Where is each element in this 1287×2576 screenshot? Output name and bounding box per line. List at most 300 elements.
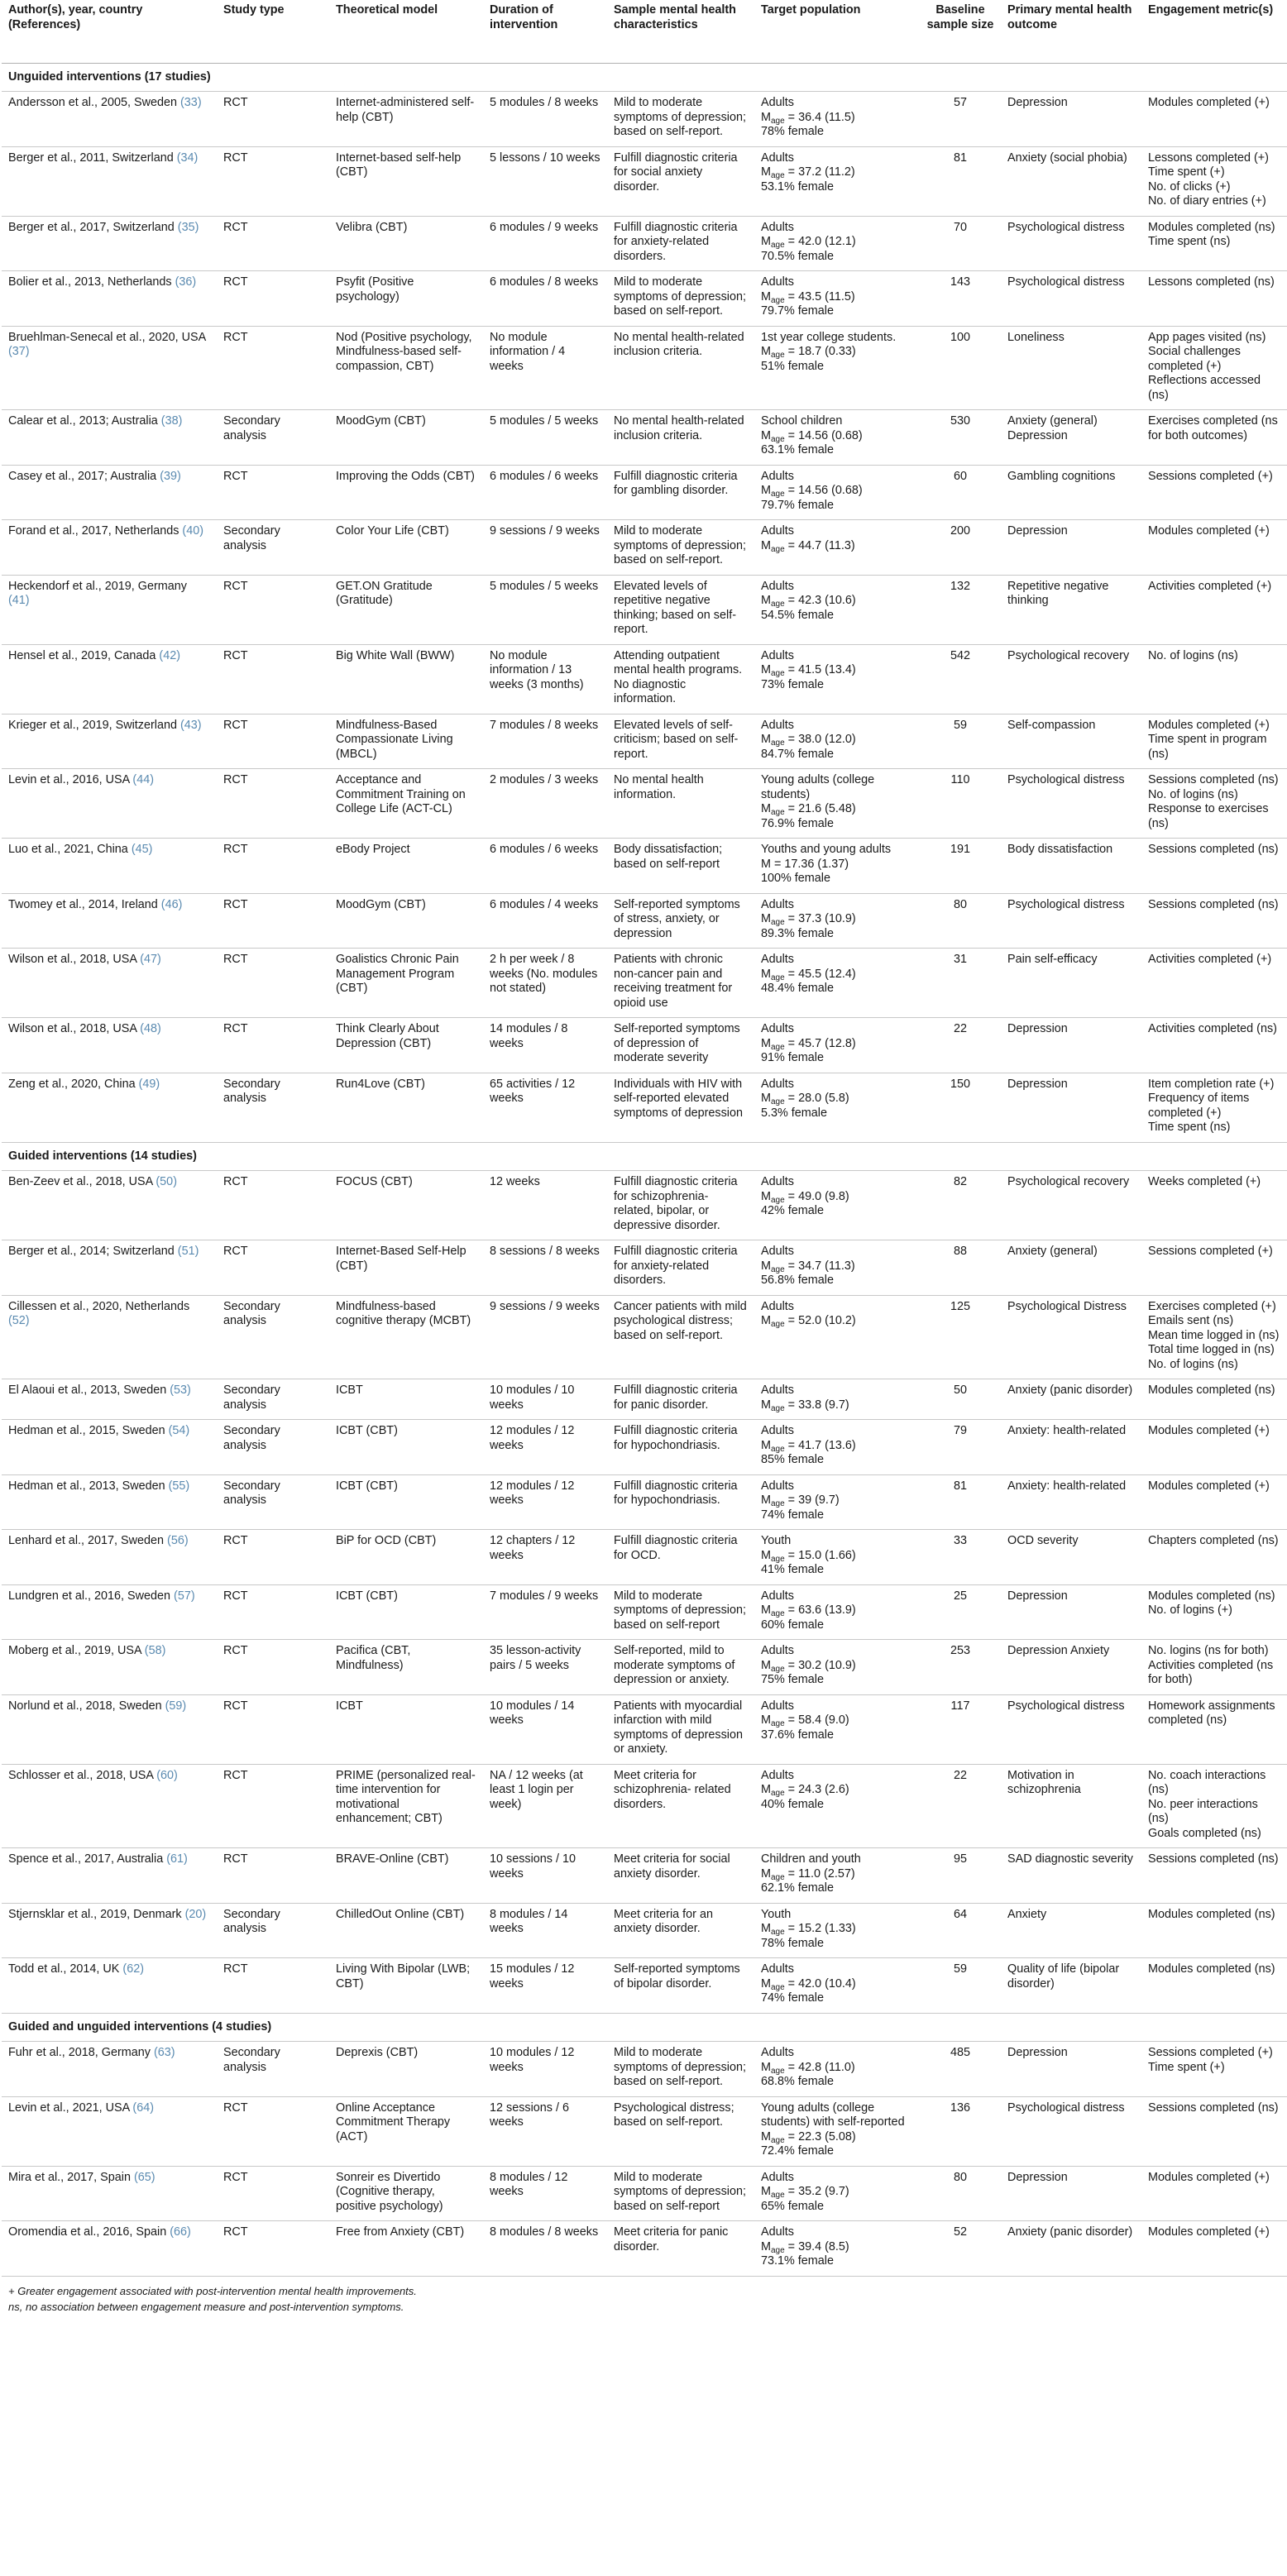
reference-link[interactable]: (55): [168, 1479, 190, 1493]
author-text: Mira et al., 2017, Spain: [8, 2170, 131, 2184]
reference-link[interactable]: (33): [180, 96, 202, 109]
cell-sample-characteristics: Meet criteria for panic disorder.: [607, 2221, 754, 2277]
cell-target-population: [754, 1530, 920, 1585]
cell-theoretical-model: GET.ON Gratitude (Gratitude): [329, 575, 483, 644]
metric-line: Modules completed (ns): [1148, 1962, 1275, 1976]
cell-baseline-sample-size: 485: [920, 2042, 1001, 2097]
cell-baseline-sample-size: 81: [920, 146, 1001, 216]
cell-theoretical-model: Psyfit (Positive psychology): [329, 271, 483, 327]
metric-line: Modules completed (ns): [1148, 1589, 1275, 1603]
cell-study-type: RCT: [217, 2221, 329, 2277]
cell-author: [2, 146, 217, 216]
cell-sample-characteristics: Self-reported symptoms of stress, anxiety, or depression: [607, 893, 754, 949]
author-text: Lenhard et al., 2017, Sweden: [8, 1534, 165, 1547]
cell-baseline-sample-size: 22: [920, 1018, 1001, 1073]
population-line: Adults: [761, 1589, 794, 1603]
metric-line: No. of logins (ns): [1148, 787, 1238, 801]
author-text: Casey et al., 2017; Australia: [8, 469, 157, 483]
cell-primary-outcome: Psychological distress: [1001, 271, 1141, 327]
cell-engagement-metric: [1141, 92, 1287, 147]
metric-line: Sessions completed (ns): [1148, 773, 1279, 786]
cell-author: [2, 2166, 217, 2221]
metric-line: Item completion rate (+): [1148, 1077, 1275, 1091]
section-row: [2, 63, 1287, 92]
metric-line: Social challenges completed (+): [1148, 345, 1241, 373]
cell-theoretical-model: Free from Anxiety (CBT): [329, 2221, 483, 2277]
reference-link[interactable]: (53): [170, 1384, 191, 1397]
cell-author: [2, 769, 217, 839]
population-line: 70.5% female: [761, 249, 834, 263]
population-line: Youth: [761, 1907, 792, 1921]
population-line: Adults: [761, 96, 794, 109]
cell-theoretical-model: Goalistics Chronic Pain Management Program (CBT): [329, 949, 483, 1018]
reference-link[interactable]: (38): [160, 414, 183, 428]
cell-author: [2, 949, 217, 1018]
cell-target-population: [754, 271, 920, 327]
population-line: 84.7% female: [761, 747, 834, 761]
cell-primary-outcome: Depression: [1001, 520, 1141, 576]
population-line: $M_{age} = 42.0$ (12.1): [761, 235, 856, 250]
cell-author: [2, 520, 217, 576]
cell-duration: 15 modules / 12 weeks: [483, 1958, 607, 2014]
cell-duration: 12 modules / 12 weeks: [483, 1474, 607, 1530]
cell-target-population: [754, 1640, 920, 1695]
reference-link[interactable]: (47): [140, 953, 161, 966]
reference-link[interactable]: (34): [176, 151, 199, 165]
author-text: Todd et al., 2014, UK: [8, 1962, 120, 1976]
cell-engagement-metric: [1141, 839, 1287, 894]
metric-line: Frequency of items completed (+): [1148, 1092, 1250, 1120]
metric-line: Time spent (ns): [1148, 1121, 1231, 1134]
cell-primary-outcome: Anxiety: health-related: [1001, 1420, 1141, 1475]
population-line: $M_{age} = 18.7$ (0.33): [761, 345, 856, 360]
table-row: [2, 520, 1287, 576]
author-text: Lundgren et al., 2016, Sweden: [8, 1589, 171, 1603]
metric-line: Activities completed (ns for both): [1148, 1658, 1274, 1686]
author-text: Ben-Zeev et al., 2018, USA: [8, 1175, 153, 1188]
metric-line: Modules completed (+): [1148, 2225, 1270, 2239]
cell-duration: 8 modules / 14 weeks: [483, 1903, 607, 1958]
author-text: Cillessen et al., 2020, Netherlands: [8, 1299, 190, 1313]
population-line: $M_{age} = 39$ (9.7): [761, 1494, 840, 1508]
cell-study-type: RCT: [217, 1848, 329, 1904]
reference-link[interactable]: (46): [160, 897, 183, 911]
metric-line: No. peer interactions (ns): [1148, 1797, 1258, 1825]
population-line: 73% female: [761, 677, 824, 691]
cell-baseline-sample-size: 33: [920, 1530, 1001, 1585]
population-line: $M_{age} = 37.3$ (10.9): [761, 912, 856, 927]
cell-target-population: [754, 949, 920, 1018]
metric-line: Goals completed (ns): [1148, 1826, 1261, 1840]
author-text: Bolier et al., 2013, Netherlands: [8, 275, 172, 289]
cell-duration: 6 modules / 6 weeks: [483, 839, 607, 894]
cell-duration: 7 modules / 8 weeks: [483, 714, 607, 769]
cell-engagement-metric: [1141, 1240, 1287, 1296]
cell-primary-outcome: Depression: [1001, 92, 1141, 147]
population-line: Adults: [761, 1175, 794, 1188]
cell-sample-characteristics: Meet criteria for an anxiety disorder.: [607, 1903, 754, 1958]
cell-author: [2, 216, 217, 271]
cell-study-type: RCT: [217, 644, 329, 714]
population-line: Adults: [761, 953, 794, 966]
author-text: Berger et al., 2017, Switzerland: [8, 220, 175, 234]
cell-sample-characteristics: Fulfill diagnostic criteria for anxiety-related disorders.: [607, 216, 754, 271]
population-line: Adults: [761, 579, 794, 593]
cell-theoretical-model: ICBT: [329, 1694, 483, 1764]
cell-sample-characteristics: Fulfill diagnostic criteria for hypochondriasis.: [607, 1474, 754, 1530]
cell-baseline-sample-size: 125: [920, 1295, 1001, 1379]
cell-author: [2, 1295, 217, 1379]
population-line: 74% female: [761, 1508, 824, 1522]
cell-target-population: [754, 769, 920, 839]
reference-link[interactable]: (45): [131, 843, 153, 856]
population-line: $M_{age} = 42.0$ (10.4): [761, 1976, 856, 1992]
author-text: Bruehlman-Senecal et al., 2020, USA: [8, 330, 206, 344]
cell-theoretical-model: ICBT: [329, 1379, 483, 1420]
author-text: Hensel et al., 2019, Canada: [8, 648, 156, 662]
cell-theoretical-model: Internet-based self-help (CBT): [329, 146, 483, 216]
cell-engagement-metric: [1141, 1295, 1287, 1379]
cell-target-population: [754, 714, 920, 769]
cell-sample-characteristics: Meet criteria for schizophrenia- related disorders.: [607, 1764, 754, 1848]
reference-link[interactable]: (39): [160, 469, 181, 483]
population-line: $M_{age} = 42.3$ (10.6): [761, 594, 856, 609]
table-row: [2, 893, 1287, 949]
metric-line: No. of clicks (+): [1148, 179, 1231, 194]
metric-line: No. of diary entries (+): [1148, 194, 1266, 208]
cell-baseline-sample-size: 117: [920, 1694, 1001, 1764]
metric-line: Modules completed (+): [1148, 96, 1270, 109]
population-line: $M_{age} = 22.3$ (5.08): [761, 2129, 856, 2145]
cell-duration: 5 modules / 8 weeks: [483, 92, 607, 147]
reference-link[interactable]: (20): [184, 1907, 207, 1921]
cell-target-population: [754, 1240, 920, 1296]
cell-engagement-metric: [1141, 1379, 1287, 1420]
cell-author: [2, 1530, 217, 1585]
reference-link[interactable]: (41): [8, 594, 30, 607]
cell-duration: 2 h per week / 8 weeks (No. modules not stated): [483, 949, 607, 1018]
population-line: Youths and young adults: [761, 843, 892, 856]
population-line: Adults: [761, 469, 794, 483]
cell-theoretical-model: PRIME (personalized real-time intervention for motivational enhancement; CBT): [329, 1764, 483, 1848]
cell-baseline-sample-size: 31: [920, 949, 1001, 1018]
cell-engagement-metric: [1141, 1584, 1287, 1640]
cell-baseline-sample-size: 79: [920, 1420, 1001, 1475]
reference-link[interactable]: (37): [8, 345, 30, 358]
cell-target-population: [754, 1474, 920, 1530]
cell-primary-outcome: Psychological distress: [1001, 893, 1141, 949]
metric-line: Sessions completed (ns): [1148, 1852, 1279, 1866]
table-row: [2, 1420, 1287, 1475]
reference-link[interactable]: (54): [168, 1424, 190, 1437]
cell-study-type: Secondary analysis: [217, 1295, 329, 1379]
population-line: $M_{age} = 63.6$ (13.9): [761, 1603, 856, 1618]
population-line: $M_{age} = 41.5$ (13.4): [761, 663, 856, 678]
cell-duration: 12 sessions / 6 weeks: [483, 2096, 607, 2166]
metric-line: No. of logins (+): [1148, 1603, 1232, 1617]
cell-baseline-sample-size: 100: [920, 326, 1001, 410]
table-body: [2, 63, 1287, 2276]
cell-duration: 12 weeks: [483, 1171, 607, 1240]
metric-line: Activities completed (+): [1148, 953, 1272, 966]
author-text: Stjernsklar et al., 2019, Denmark: [8, 1907, 182, 1921]
reference-link[interactable]: (40): [182, 524, 203, 538]
cell-target-population: [754, 644, 920, 714]
header-theoretical-model: Theoretical model: [329, 0, 483, 63]
header-row: [2, 0, 1287, 63]
table-row: [2, 575, 1287, 644]
cell-target-population: [754, 1018, 920, 1073]
cell-duration: 35 lesson-activity pairs / 5 weeks: [483, 1640, 607, 1695]
cell-author: [2, 465, 217, 520]
cell-target-population: [754, 1958, 920, 2014]
reference-link[interactable]: (48): [140, 1022, 161, 1035]
reference-link[interactable]: (62): [122, 1962, 144, 1976]
population-line: Adults: [761, 1962, 794, 1976]
reference-link[interactable]: (64): [132, 2100, 154, 2115]
cell-author: [2, 1958, 217, 2014]
cell-study-type: RCT: [217, 146, 329, 216]
cell-duration: 10 sessions / 10 weeks: [483, 1848, 607, 1904]
reference-link[interactable]: (36): [175, 275, 197, 289]
cell-engagement-metric: [1141, 1640, 1287, 1695]
cell-author: [2, 326, 217, 410]
author-text: Heckendorf et al., 2019, Germany: [8, 579, 187, 593]
cell-author: [2, 271, 217, 327]
population-line: 37.6% female: [761, 1728, 834, 1742]
cell-primary-outcome: OCD severity: [1001, 1530, 1141, 1585]
reference-link[interactable]: (57): [174, 1589, 195, 1603]
population-line: Adults: [761, 275, 794, 289]
cell-duration: 6 modules / 4 weeks: [483, 893, 607, 949]
cell-study-type: RCT: [217, 714, 329, 769]
cell-sample-characteristics: Mild to moderate symptoms of depression; based on self-report.: [607, 271, 754, 327]
table-row: [2, 1240, 1287, 1296]
metric-line: Modules completed (ns): [1148, 1384, 1275, 1397]
population-line: 60% female: [761, 1618, 824, 1632]
cell-primary-outcome: Psychological distress: [1001, 1694, 1141, 1764]
cell-duration: 5 modules / 5 weeks: [483, 575, 607, 644]
cell-duration: 12 modules / 12 weeks: [483, 1420, 607, 1475]
cell-duration: 8 sessions / 8 weeks: [483, 1240, 607, 1296]
table-row: [2, 1640, 1287, 1695]
cell-engagement-metric: [1141, 1764, 1287, 1848]
metric-line: Homework assignments completed (ns): [1148, 1699, 1275, 1727]
cell-primary-outcome: Psychological distress: [1001, 769, 1141, 839]
cell-study-type: RCT: [217, 769, 329, 839]
cell-primary-outcome: Anxiety: [1001, 1903, 1141, 1958]
metric-line: Time spent (+): [1148, 165, 1225, 179]
metric-line: Activities completed (+): [1148, 579, 1272, 593]
table-row: [2, 1171, 1287, 1240]
cell-theoretical-model: ICBT (CBT): [329, 1420, 483, 1475]
author-text: Luo et al., 2021, China: [8, 843, 128, 856]
cell-theoretical-model: BiP for OCD (CBT): [329, 1530, 483, 1585]
cell-study-type: RCT: [217, 1958, 329, 2014]
header-sample-characteristics: Sample mental health characteristics: [607, 0, 754, 63]
cell-duration: NA / 12 weeks (at least 1 login per week): [483, 1764, 607, 1848]
header-primary-outcome: Primary mental health outcome: [1001, 0, 1141, 63]
cell-engagement-metric: [1141, 714, 1287, 769]
cell-target-population: [754, 1694, 920, 1764]
cell-baseline-sample-size: 64: [920, 1903, 1001, 1958]
population-line: $M_{age} = 39.4$ (8.5): [761, 2239, 849, 2255]
reference-link[interactable]: (56): [167, 1534, 189, 1547]
reference-link[interactable]: (60): [156, 1768, 178, 1782]
population-line: Adults: [761, 1077, 794, 1091]
cell-author: [2, 92, 217, 147]
table-row: [2, 2096, 1287, 2166]
studies-table: [2, 0, 1287, 2277]
reference-link[interactable]: (42): [159, 648, 181, 662]
reference-link[interactable]: (63): [153, 2046, 175, 2059]
section-title: Guided and unguided interventions (4 studies): [2, 2013, 1287, 2042]
cell-study-type: RCT: [217, 1584, 329, 1640]
population-line: 40% female: [761, 1797, 824, 1811]
table-row: [2, 2166, 1287, 2221]
cell-engagement-metric: [1141, 2221, 1287, 2277]
metric-line: No. logins (ns for both): [1148, 1644, 1269, 1657]
reference-link[interactable]: (49): [138, 1077, 160, 1091]
reference-link[interactable]: (52): [8, 1314, 30, 1327]
table-row: [2, 1848, 1287, 1904]
metric-line: Mean time logged in (ns): [1148, 1328, 1280, 1342]
population-line: $M_{age} = 52.0$ (10.2): [761, 1314, 856, 1329]
cell-sample-characteristics: Fulfill diagnostic criteria for hypochondriasis.: [607, 1420, 754, 1475]
cell-baseline-sample-size: 253: [920, 1640, 1001, 1695]
population-line: $M_{age} = 43.5$ (11.5): [761, 289, 855, 305]
reference-link[interactable]: (59): [165, 1699, 187, 1713]
reference-link[interactable]: (43): [179, 718, 202, 732]
metric-line: Emails sent (ns): [1148, 1314, 1234, 1327]
metric-line: Reflections accessed (ns): [1148, 374, 1261, 402]
reference-link[interactable]: (35): [177, 220, 199, 234]
table-row: [2, 644, 1287, 714]
population-line: Adults: [761, 897, 794, 911]
cell-primary-outcome: Body dissatisfaction: [1001, 839, 1141, 894]
cell-study-type: RCT: [217, 2166, 329, 2221]
cell-sample-characteristics: Patients with myocardial infarction with mild symptoms of depression or anxiety.: [607, 1694, 754, 1764]
table-row: [2, 1073, 1287, 1142]
cell-engagement-metric: [1141, 520, 1287, 576]
population-line: $M_{age} = 14.56$ (0.68): [761, 484, 863, 499]
population-line: 79.7% female: [761, 498, 834, 512]
cell-target-population: [754, 2221, 920, 2277]
reference-link[interactable]: (61): [166, 1852, 188, 1866]
cell-engagement-metric: [1141, 2096, 1287, 2166]
cell-study-type: RCT: [217, 893, 329, 949]
cell-baseline-sample-size: 200: [920, 520, 1001, 576]
cell-duration: 14 modules / 8 weeks: [483, 1018, 607, 1073]
cell-engagement-metric: [1141, 326, 1287, 410]
cell-baseline-sample-size: 136: [920, 2096, 1001, 2166]
reference-link[interactable]: (51): [177, 1245, 199, 1258]
cell-engagement-metric: [1141, 893, 1287, 949]
population-line: $M_{age} = 28.0$ (5.8): [761, 1092, 849, 1106]
cell-primary-outcome: Motivation in schizophrenia: [1001, 1764, 1141, 1848]
cell-theoretical-model: Living With Bipolar (LWB; CBT): [329, 1958, 483, 2014]
cell-theoretical-model: FOCUS (CBT): [329, 1171, 483, 1240]
cell-sample-characteristics: Fulfill diagnostic criteria for panic disorder.: [607, 1379, 754, 1420]
cell-duration: 8 modules / 12 weeks: [483, 2166, 607, 2221]
table-row: [2, 216, 1287, 271]
population-line: $M_{age} = 11.0$ (2.57): [761, 1866, 855, 1882]
population-line: 65% female: [761, 2199, 824, 2213]
cell-duration: 10 modules / 14 weeks: [483, 1694, 607, 1764]
cell-baseline-sample-size: 60: [920, 465, 1001, 520]
population-line: 1st year college students.: [761, 330, 897, 344]
cell-primary-outcome: Psychological Distress: [1001, 1295, 1141, 1379]
cell-sample-characteristics: Self-reported, mild to moderate symptoms of depression or anxiety.: [607, 1640, 754, 1695]
metric-line: Exercises completed (+): [1148, 1299, 1276, 1313]
cell-theoretical-model: Mindfulness-Based Compassionate Living (MBCL): [329, 714, 483, 769]
cell-primary-outcome: Depression Anxiety: [1001, 1640, 1141, 1695]
population-line: $M_{age} = 15.0$ (1.66): [761, 1548, 856, 1564]
population-line: $M_{age} = 33.8$ (9.7): [761, 1398, 849, 1413]
cell-study-type: RCT: [217, 216, 329, 271]
population-line: 78% female: [761, 125, 824, 138]
population-line: 73.1% female: [761, 2254, 834, 2268]
cell-target-population: [754, 1584, 920, 1640]
cell-engagement-metric: [1141, 410, 1287, 466]
cell-engagement-metric: [1141, 465, 1287, 520]
cell-target-population: [754, 520, 920, 576]
cell-baseline-sample-size: 22: [920, 1764, 1001, 1848]
cell-sample-characteristics: Mild to moderate symptoms of depression; based on self-report: [607, 2166, 754, 2221]
cell-sample-characteristics: Meet criteria for social anxiety disorder.: [607, 1848, 754, 1904]
population-line: 76.9% female: [761, 816, 834, 830]
cell-author: [2, 1420, 217, 1475]
cell-target-population: [754, 2166, 920, 2221]
reference-link[interactable]: (66): [170, 2225, 191, 2239]
population-line: Adults: [761, 1245, 794, 1258]
cell-study-type: RCT: [217, 92, 329, 147]
cell-baseline-sample-size: 81: [920, 1474, 1001, 1530]
cell-author: [2, 839, 217, 894]
cell-engagement-metric: [1141, 1073, 1287, 1142]
author-text: Krieger et al., 2019, Switzerland: [8, 718, 177, 732]
population-line: School children: [761, 414, 843, 428]
author-text: Levin et al., 2021, USA: [8, 2100, 130, 2115]
cell-sample-characteristics: No mental health-related inclusion criteria.: [607, 410, 754, 466]
author-text: Norlund et al., 2018, Sweden: [8, 1699, 162, 1713]
cell-engagement-metric: [1141, 1848, 1287, 1904]
population-line: $M_{age} = 15.2$ (1.33): [761, 1922, 856, 1937]
metric-line: Sessions completed (ns): [1148, 843, 1279, 856]
reference-link[interactable]: (50): [155, 1175, 177, 1188]
reference-link[interactable]: (65): [134, 2170, 155, 2184]
reference-link[interactable]: (44): [132, 773, 154, 786]
cell-author: [2, 1694, 217, 1764]
cell-baseline-sample-size: 50: [920, 1379, 1001, 1420]
population-line: 72.4% female: [761, 2144, 834, 2158]
cell-sample-characteristics: Mild to moderate symptoms of depression; based on self-report.: [607, 92, 754, 147]
cell-target-population: [754, 1171, 920, 1240]
table-row: [2, 1694, 1287, 1764]
reference-link[interactable]: (58): [144, 1644, 166, 1657]
cell-baseline-sample-size: 191: [920, 839, 1001, 894]
table-row: [2, 2042, 1287, 2097]
table-row: [2, 714, 1287, 769]
cell-study-type: Secondary analysis: [217, 520, 329, 576]
cell-author: [2, 893, 217, 949]
population-line: 74% female: [761, 1991, 824, 2005]
cell-theoretical-model: MoodGym (CBT): [329, 410, 483, 466]
metric-line: Modules completed (ns): [1148, 220, 1275, 234]
cell-author: [2, 1171, 217, 1240]
author-text: Calear et al., 2013; Australia: [8, 414, 158, 428]
population-line: $M_{age} = 45.5$ (12.4): [761, 967, 856, 982]
